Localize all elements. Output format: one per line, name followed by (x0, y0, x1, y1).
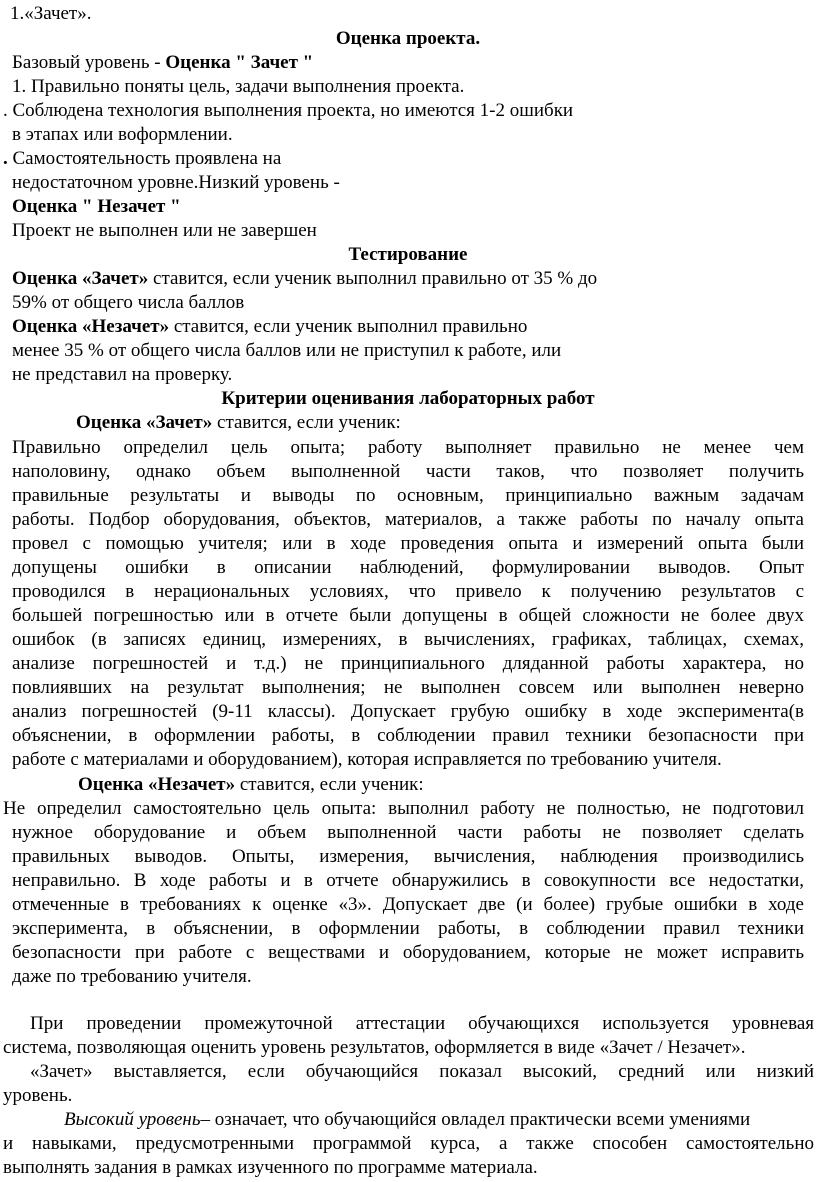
testing-fail-cont-2: не представил на проверку. (12, 364, 233, 385)
testing-pass-cont: 59% от общего числа баллов (12, 292, 245, 313)
high-level-line-1 (64, 1108, 750, 1132)
lab-pass-line-12: анализ погрешностей (9-11 классы). Допускает грубую ошибку в ходе эксперимента(в (12, 701, 804, 722)
lab-fail-intro (78, 773, 424, 797)
project-item-3-text: Самостоятельность проявлена на (12, 148, 282, 169)
lab-fail-line-2: нужное оборудование и объем выполненной части работы не позволяет сделать (12, 822, 804, 843)
lab-fail-line-4: неправильно. В ходе работы и в отчете обнаружились в совокупности все недостатки, (12, 870, 804, 891)
lab-pass-line-7: проводился в нерациональных условиях, что привело к получению результатов с (12, 581, 804, 602)
lab-pass-line-14: работе с материалами и оборудованием), которая исправляется по требованию учителя. (12, 749, 722, 770)
attestation-line-2: система, позволяющая оценить уровень результатов, оформляется в виде «Зачет / Незачет». (3, 1037, 746, 1058)
lab-fail-line-3: правильных выводов. Опыты, измерения, вычисления, наблюдения производились (12, 846, 804, 867)
project-item-3 (3, 147, 281, 171)
attestation-line-4: уровень. (3, 1085, 73, 1106)
fail-text: Проект не выполнен или не завершен (12, 220, 317, 241)
project-item-2-cont: в этапах или воформлении. (12, 124, 233, 145)
lab-pass-line-9: ошибок (в записях единиц, измерениях, в вычислениях, графиках, таблицах, схемах, (12, 629, 804, 650)
project-item-3-cont: недостаточном уровне.Низкий уровень - (12, 172, 340, 193)
high-level-line-2: и навыками, предусмотренными программой курса, а также способен самостоятельно (3, 1133, 814, 1154)
testing-pass-grade: Оценка «Зачет» (12, 268, 149, 289)
high-level-definition: – означает, что обучающийся овладел практически всеми умениями (200, 1109, 751, 1130)
lab-pass-line-2: наполовину, однако объем выполненной части таков, что позволяет получить (12, 461, 804, 482)
project-item-1: 1. Правильно поняты цель, задачи выполнения проекта. (12, 76, 465, 97)
project-item-3-dot: . (3, 148, 8, 169)
project-heading: Оценка проекта. (335, 28, 481, 49)
testing-fail-grade: Оценка «Незачет» (12, 316, 170, 337)
lab-pass-line-11: повлиявших на результат выполнения; не выполнен совсем или выполнен неверно (12, 677, 804, 698)
base-level-line (12, 51, 313, 75)
testing-pass-line (12, 267, 597, 291)
lab-fail-line-7: безопасности при работе с веществами и оборудованием, которые не может исправить (12, 942, 804, 963)
lab-heading: Критерии оценивания лабораторных работ (221, 388, 595, 409)
lab-fail-line-1: Не определил самостоятельно цель опыта: выполнил работу не полностью, не подготовил (3, 798, 804, 819)
lab-fail-line-5: отмеченные в требованиях к оценке «3». Допускает две (и более) грубые ошибки в ходе (12, 894, 804, 915)
lab-pass-line-8: большей погрешностью или в отчете были допущены в общей сложности не более двух (12, 605, 804, 626)
attestation-line-1: При проведении промежуточной аттестации обучающихся используется уровневая (30, 1013, 814, 1034)
base-level-grade: Оценка " Зачет " (165, 52, 314, 73)
lab-pass-line-6: допущены ошибки в описании наблюдений, формулировании выводов. Опыт (12, 557, 804, 578)
base-level-prefix: Базовый уровень - (12, 52, 166, 73)
testing-fail-line (12, 315, 527, 339)
testing-pass-text: ставится, если ученик выполнил правильно от 35 % до (148, 268, 598, 289)
attestation-line-3: «Зачет» выставляется, если обучающийся показал высокий, средний или низкий (30, 1061, 814, 1082)
lab-pass-line-5: провел с помощью учителя; или в ходе проведения опыта и измерений опыта были (12, 533, 804, 554)
lab-pass-intro (76, 411, 401, 435)
testing-fail-cont-1: менее 35 % от общего числа баллов или не приступил к работе, или (12, 340, 562, 361)
high-level-line-3: выполнять задания в рамках изученного по программе материала. (3, 1157, 538, 1178)
lab-pass-condition: ставится, если ученик: (212, 412, 401, 433)
lab-pass-line-4: работы. Подбор оборудования, объектов, материалов, а также работы по началу опыта (12, 509, 804, 530)
fail-grade: Оценка " Незачет " (12, 196, 181, 217)
lab-fail-grade: Оценка «Незачет» (78, 774, 236, 795)
high-level-term: Высокий уровень (64, 1109, 201, 1130)
testing-fail-text: ставится, если ученик выполнил правильно (169, 316, 528, 337)
lab-fail-line-6: эксперимента, в объяснении, в оформлении работы, в соблюдении правил техники (12, 918, 804, 939)
lab-pass-line-13: объяснении, в оформлении работы, в соблюдении правил техники безопасности при (12, 725, 804, 746)
testing-heading: Тестирование (348, 244, 468, 265)
top-line: 1.«Зачет». (10, 3, 92, 24)
lab-pass-line-1: Правильно определил цель опыта; работу выполняет правильно не менее чем (12, 437, 804, 458)
lab-pass-line-3: правильные результаты и выводы по основным, принципиально важным задачам (12, 485, 804, 506)
project-item-2: . Соблюдена технология выполнения проекта, но имеются 1-2 ошибки (3, 100, 574, 121)
lab-fail-line-8: даже по требованию учителя. (12, 966, 252, 987)
lab-pass-line-10: анализе погрешностей и т.д.) не принципиального дляданной работы характера, но (12, 653, 804, 674)
lab-fail-condition: ставится, если ученик: (235, 774, 424, 795)
lab-pass-grade: Оценка «Зачет» (76, 412, 213, 433)
